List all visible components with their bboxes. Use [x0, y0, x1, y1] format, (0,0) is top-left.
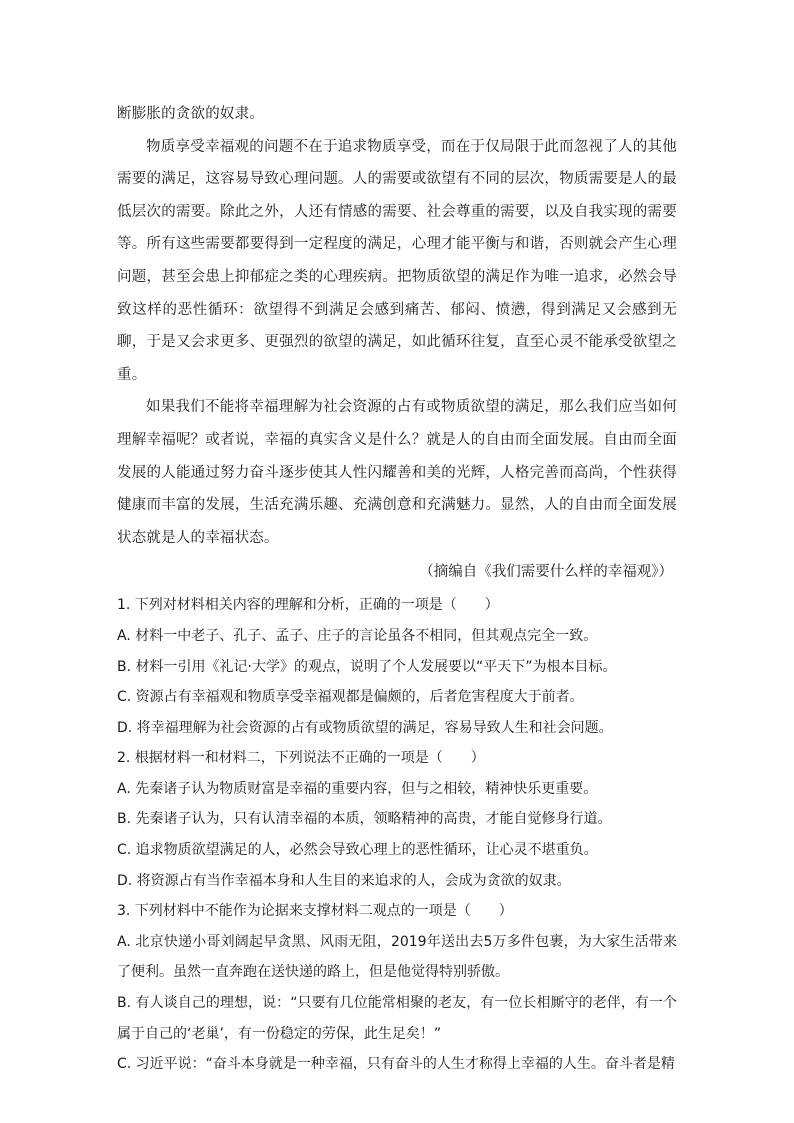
question-option: C. 追求物质欲望满足的人，必然会导致心理上的恶性循环，让心灵不堪重负。 [117, 842, 598, 859]
passage-source: （摘编自《我们需要什么样的幸福观》） [419, 564, 673, 581]
question-3 [117, 896, 677, 1080]
question-option: C. 资源占有幸福观和物质享受幸福观都是偏颇的，后者危害程度大于前者。 [117, 689, 584, 706]
question-option: A. 北京快递小哥刘阔起早贪黑、风雨无阻，2019年送出去5万多件包裹，为大家生活带来了便利。虽然一直奔跑在送快递的路上，但是他觉得特别骄傲。 [117, 933, 677, 981]
question-stem: 3. 下列材料中不能作为论据来支撑材料二观点的一项是（ ） [117, 903, 513, 920]
page-content [117, 98, 677, 1080]
question-1 [117, 590, 677, 743]
question-option: D. 将资源占有当作幸福本身和人生目的来追求的人，会成为贪欲的奴隶。 [117, 872, 571, 889]
reading-passage [117, 98, 677, 588]
question-option: B. 先秦诸子认为，只有认清幸福的本质，领略精神的高贵，才能自觉修身行道。 [117, 811, 612, 828]
question-list [117, 590, 677, 1080]
question-2 [117, 743, 677, 896]
passage-paragraph: 断膨胀的贪欲的奴隶。 [117, 106, 264, 122]
passage-paragraph: 如果我们不能将幸福理解为社会资源的占有或物质欲望的满足，那么我们应当如何理解幸福呢？或者说，幸福的真实含义是什么？就是人的自由而全面发展。自由而全面发展的人能通过努力奋斗逐步使其人性闪耀善和美的光辉，人格完善而高尚，个性获得健康而丰富的发展，生活充满乐趣、充满创意和充满魅力。显然，人的自由而全面发展状态就是人的幸福状态。 [117, 399, 677, 546]
question-option: A. 先秦诸子认为物质财富是幸福的重要内容，但与之相较，精神快乐更重要。 [117, 780, 598, 797]
question-stem: 1. 下列对材料相关内容的理解和分析，正确的一项是（ ） [117, 597, 499, 614]
passage-paragraph: 物质享受幸福观的问题不在于追求物质享受，而在于仅局限于此而忽视了人的其他需要的满足，这容易导致心理问题。人的需要或欲望有不同的层次，物质需要是人的最低层次的需要。除此之外，人还有情感的需要、社会尊重的需要，以及自我实现的需要等。所有这些需要都要得到一定程度的满足，心理才能平衡与和谐，否则就会产生心理问题，甚至会患上抑郁症之类的心理疾病。把物质欲望的满足作为唯一追求，必然会导致这样的恶性循环：欲望得不到满足会感到痛苦、郁闷、愤懑，得到满足又会感到无聊，于是又会求更多、更强烈的欲望的满足，如此循环往复，直至心灵不能承受欲望之重。 [117, 138, 677, 383]
question-option: A. 材料一中老子、孔子、孟子、庄子的言论虽各不相同，但其观点完全一致。 [117, 627, 598, 644]
question-option: B. 材料一引用《礼记·大学》的观点，说明了个人发展要以“平天下”为根本目标。 [117, 658, 617, 675]
question-option: D. 将幸福理解为社会资源的占有或物质欲望的满足，容易导致人生和社会问题。 [117, 719, 613, 736]
question-stem: 2. 根据材料一和材料二，下列说法不正确的一项是（ ） [117, 750, 485, 767]
question-option: C. 习近平说：“奋斗本身就是一种幸福，只有奋斗的人生才称得上幸福的人生。奋斗者是精 [117, 1056, 675, 1073]
question-option: B. 有人谈自己的理想，说：“只要有几位能常相聚的老友，有一位长相厮守的老伴，有一个属于自己的‘老巢’，有一份稳定的劳保，此生足矣！” [117, 995, 677, 1042]
